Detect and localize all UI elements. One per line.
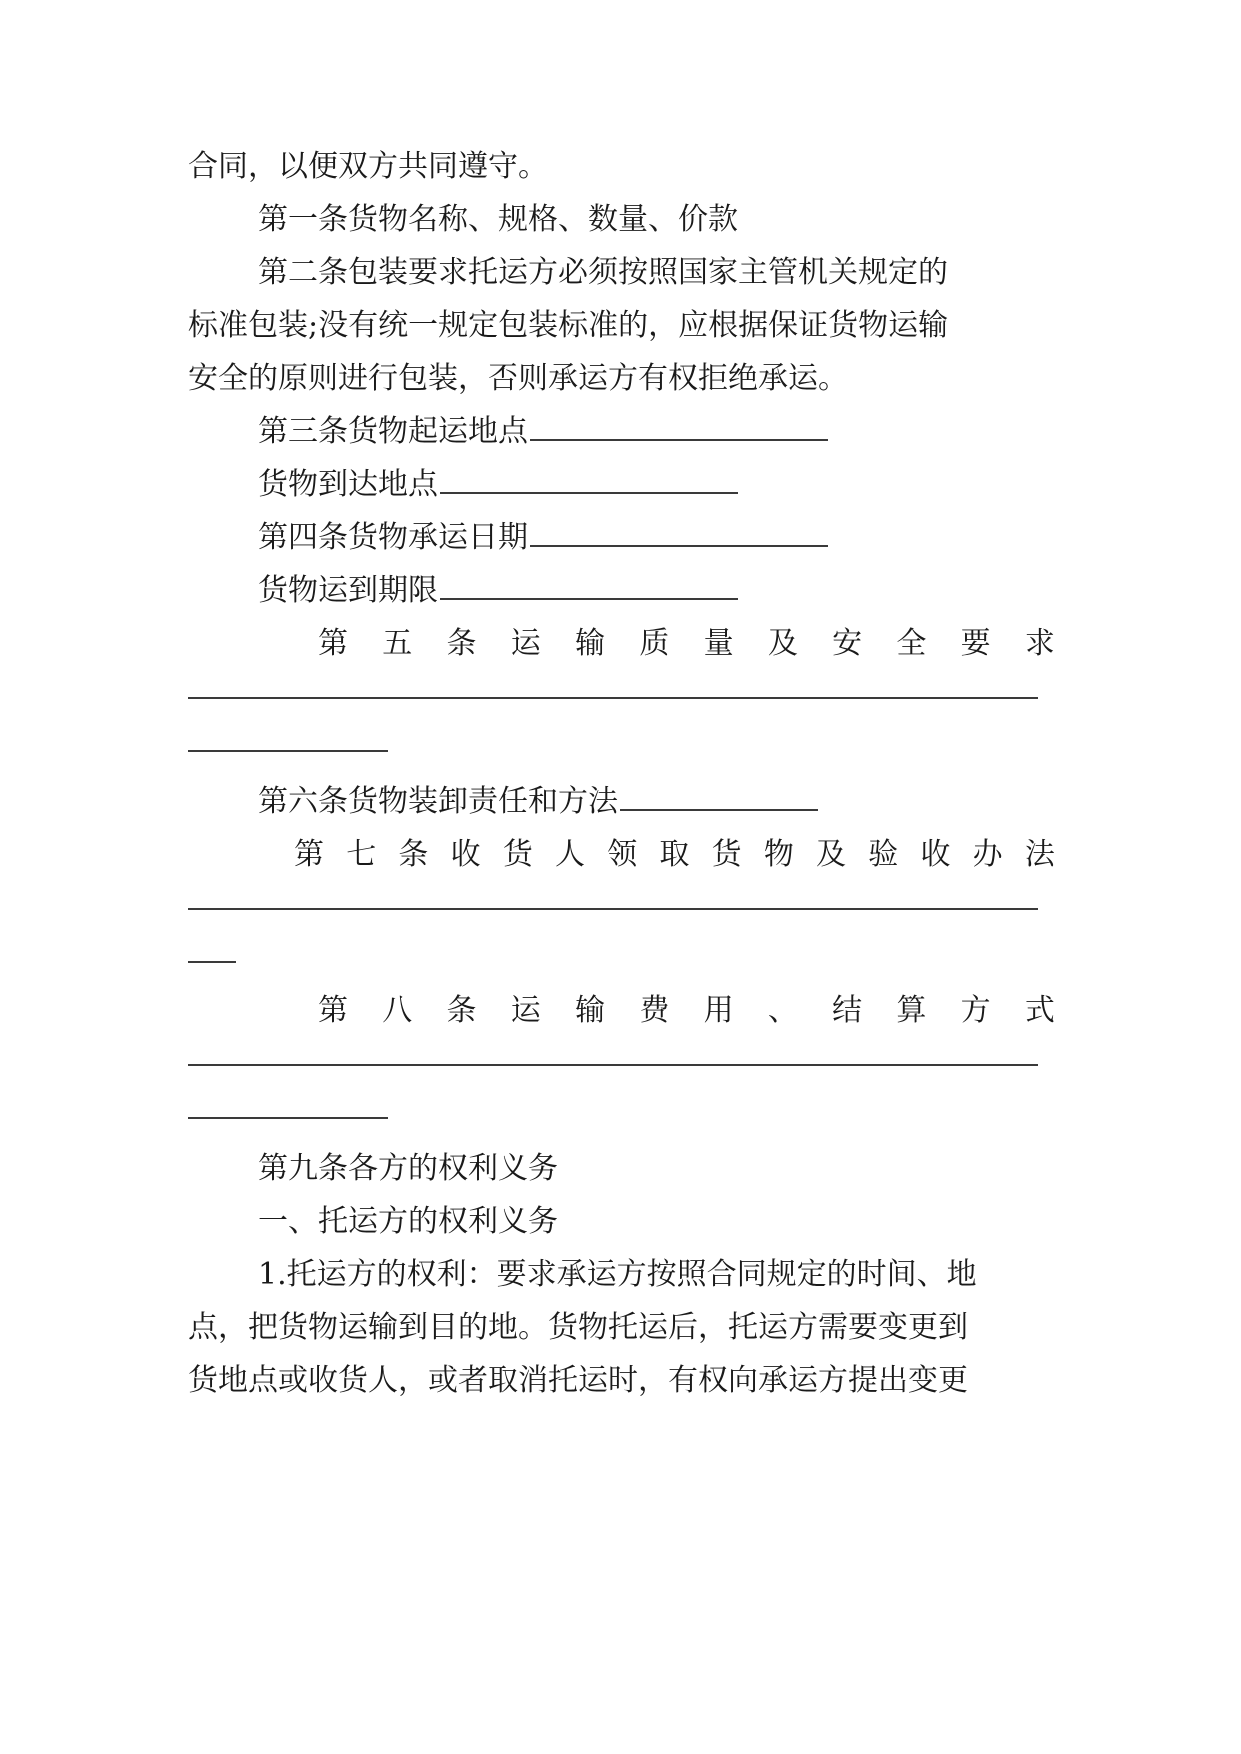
article-8-heading: 第 八 条 运 输 费 用 、 结 算 方 式 — [318, 993, 1055, 1028]
text-line: 货地点或收货人，或者取消托运时，有权向承运方提出变更 — [188, 1363, 968, 1398]
text-line: 点，把货物运输到目的地。货物托运后，托运方需要变更到 — [188, 1310, 968, 1345]
fill-in-blank[interactable] — [530, 439, 828, 441]
fill-in-blank[interactable] — [530, 545, 828, 547]
article-7-heading: 第 七 条 收 货 人 领 取 货 物 及 验 收 办 法 — [294, 837, 1055, 872]
article-6-line: 第六条货物装卸责任和方法 — [258, 782, 818, 822]
fill-in-blank[interactable] — [440, 598, 738, 600]
delivery-deadline-line: 货物运到期限 — [258, 571, 738, 611]
shipper-rights-heading: 一、托运方的权利义务 — [258, 1204, 558, 1239]
article-1-heading: 第一条货物名称、规格、数量、价款 — [258, 202, 738, 237]
fill-in-blank[interactable] — [188, 1064, 1038, 1066]
text-line: 标准包装;没有统一规定包装标准的，应根据保证货物运输 — [188, 308, 949, 343]
fill-in-blank[interactable] — [188, 750, 388, 752]
fill-in-blank[interactable] — [188, 697, 1038, 699]
text-line: 1.托运方的权利：要求承运方按照合同规定的时间、地 — [258, 1257, 977, 1292]
article-3-departure-line: 第三条货物起运地点 — [258, 412, 828, 452]
fill-in-blank[interactable] — [188, 908, 1038, 910]
article-2-paragraph: 第二条包装要求托运方必须按照国家主管机关规定的 — [258, 255, 948, 290]
fill-in-blank[interactable] — [188, 961, 236, 963]
text-line: 安全的原则进行包装，否则承运方有权拒绝承运。 — [188, 361, 848, 396]
fill-in-blank[interactable] — [188, 1117, 388, 1119]
article-5-heading: 第 五 条 运 输 质 量 及 安 全 要 求 — [318, 626, 1055, 661]
fill-in-blank[interactable] — [440, 492, 738, 494]
article-4-date-line: 第四条货物承运日期 — [258, 518, 828, 558]
article-9-heading: 第九条各方的权利义务 — [258, 1151, 558, 1186]
fill-in-blank[interactable] — [620, 809, 818, 811]
text-line: 合同，以便双方共同遵守。 — [188, 149, 548, 184]
destination-line: 货物到达地点 — [258, 465, 738, 505]
